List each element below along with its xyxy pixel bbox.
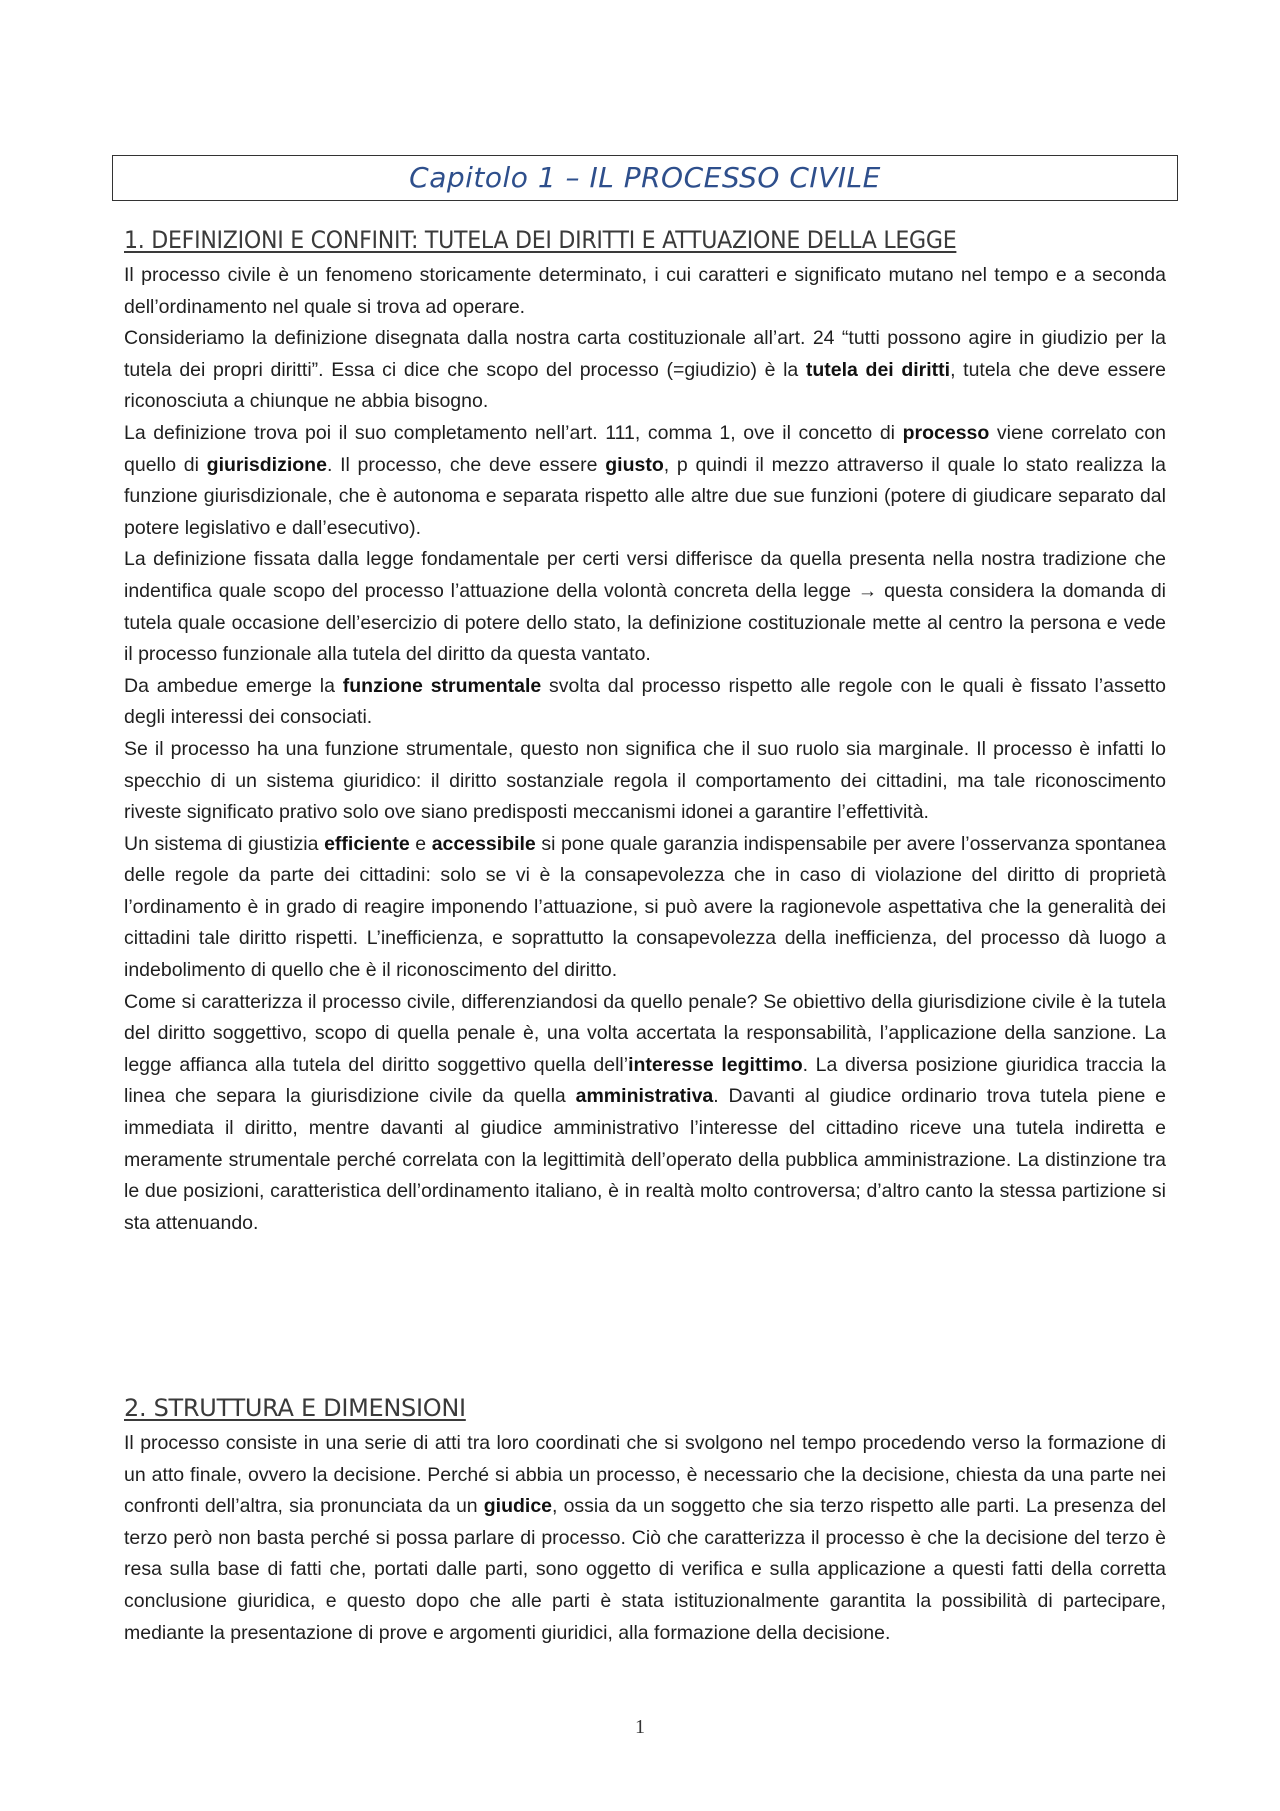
paragraph: La definizione fissata dalla legge fondamentale per certi versi differisce da quella presenta nella nostra tradizione che indentifica quale scopo del processo l’attuazione della volontà concreta della legge → questa considera la domanda di tutela quale occasione dell’esercizio di potere dello stato, la definizione costituzionale mette al centro la persona e vede il processo funzionale alla tutela del diritto da questa vantato. bbox=[124, 548, 1166, 666]
bold-term: accessibile bbox=[431, 832, 536, 855]
paragraph: Come si caratterizza il processo civile, differenziandosi da quello penale? Se obiettivo della giurisdizione civile è la tutela del diritto soggettivo, scopo di quella penale è, una volta accertata la responsabilità, l’applicazione della sanzione. La legge affianca alla tutela del diritto soggettivo quella dell’interesse legittimo. La diversa posizione giuridica traccia la linea che separa la giurisdizione civile da quella amministrativa. Davanti al giudice ordinario trova tutela piene e immediata il diritto, mentre davanti al giudice amministrativo l’interesse del cittadino riceve una tutela indiretta e meramente strumentale perché correlata con la legittimità dell’operato della pubblica amministrazione. La distinzione tra le due posizioni, caratteristica dell’ordinamento italiano, è in realtà molto controversa; d’altro canto la stessa partizione si sta attenuando. bbox=[124, 990, 1166, 1234]
chapter-title: Capitolo 1 – IL PROCESSO CIVILE bbox=[409, 161, 881, 194]
bold-term: efficiente bbox=[324, 832, 410, 855]
bold-term: amministrativa bbox=[575, 1085, 714, 1108]
paragraph: Consideriamo la definizione disegnata dalla nostra carta costituzionale all’art. 24 “tutti possono agire in giudizio per la tutela dei propri diritti”. Essa ci dice che scopo del processo (=giudizio) è la tutela dei diritti, tutela che deve essere riconosciuta a chiunque ne abbia bisogno. bbox=[124, 327, 1167, 413]
paragraph: La definizione trova poi il suo completamento nell’art. 111, comma 1, ove il concetto di processo viene correlato con quello di giurisdizione. Il processo, che deve essere giusto, p quindi il mezzo attraverso il quale lo stato realizza la funzione giurisdizionale, che è autonoma e separata rispetto alle altre due sue funzioni (potere di giudicare separato dal potere legislativo e dall’esecutivo). bbox=[124, 421, 1167, 539]
bold-term: giudice bbox=[483, 1495, 553, 1518]
section-2-body bbox=[124, 1428, 1166, 1649]
paragraph: Un sistema di giustizia efficiente e accessibile si pone quale garanzia indispensabile per avere l’osservanza spontanea delle regole da parte dei cittadini: solo se vi è la consapevolezza che in caso di violazione del diritto di proprietà l’ordinamento è in grado di reagire imponendo l’attuazione, si può avere la ragionevole aspettativa che la generalità dei cittadini tale diritto rispetti. L’inefficienza, e soprattutto la consapevolezza della inefficienza, del processo dà luogo a indebolimento di quello che è il riconoscimento del diritto. bbox=[124, 832, 1166, 982]
paragraph: Il processo civile è un fenomeno storicamente determinato, i cui caratteri e significato mutano nel tempo e a seconda dell’ordinamento nel quale si trova ad operare. bbox=[124, 264, 1166, 318]
bold-term: tutela dei diritti bbox=[805, 358, 951, 381]
bold-term: processo bbox=[902, 421, 990, 444]
paragraph: Se il processo ha una funzione strumentale, questo non significa che il suo ruolo sia marginale. Il processo è infatti lo specchio di un sistema giuridico: il diritto sostanziale regola il comportamento dei cittadini, ma tale riconoscimento riveste significato prativo solo ove siano predisposti meccanismi idonei a garantire l’effettività. bbox=[124, 737, 1166, 824]
section-2-heading: 2. STRUTTURA E DIMENSIONI bbox=[124, 1394, 466, 1422]
paragraph: Il processo consiste in una serie di atti tra loro coordinati che si svolgono nel tempo procedendo verso la formazione di un atto finale, ovvero la decisione. Perché si abbia un processo, è necessario che la decisione, chiesta da una parte nei confronti dell’altra, sia pronunciata da un giudice, ossia da un soggetto che sia terzo rispetto alle parti. La presenza del terzo però non basta perché si possa parlare di processo. Ciò che caratterizza il processo è che la decisione del terzo è resa sulla base di fatti che, portati dalle parti, sono oggetto di verifica e sulla applicazione a questi fatti della corretta conclusione giuridica, e questo dopo che alle parti è stata istituzionalmente garantita la possibilità di partecipare, mediante la presentazione di prove e argomenti giuridici, alla formazione della decisione. bbox=[124, 1432, 1166, 1644]
bold-term: funzione strumentale bbox=[342, 674, 542, 697]
paragraph: Da ambedue emerge la funzione strumentale svolta dal processo rispetto alle regole con le quali è fissato l’assetto degli interessi dei consociati. bbox=[124, 674, 1166, 729]
bold-term: giusto bbox=[605, 453, 664, 476]
bold-term: giurisdizione bbox=[206, 453, 327, 476]
section-1-heading: 1. DEFINIZIONI E CONFINIT: TUTELA DEI DIRITTI E ATTUAZIONE DELLA LEGGE bbox=[124, 226, 957, 254]
page-number: 1 bbox=[635, 1716, 645, 1738]
bold-term: interesse legittimo bbox=[628, 1053, 803, 1076]
section-1-body bbox=[124, 260, 1166, 1239]
chapter-title-box bbox=[112, 155, 1178, 201]
